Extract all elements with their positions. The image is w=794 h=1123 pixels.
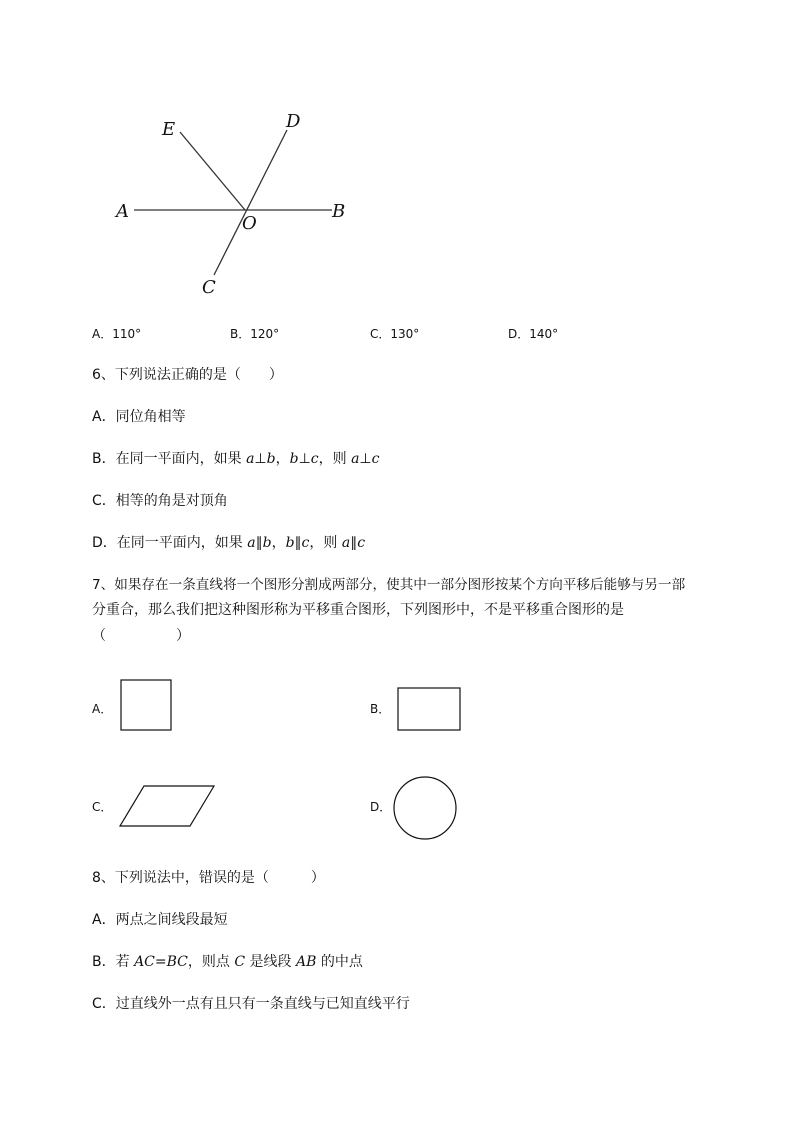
q5-option-d[interactable] [508,326,558,342]
segment-BC: BC [166,954,188,970]
q8-option-b[interactable] [92,953,363,971]
var-b: b [289,451,299,467]
then-text: ，则 [318,451,352,467]
q7-circle-shape[interactable] [392,775,458,841]
ray-OE [180,132,245,210]
q6-d-pre: D．在同一平面内，如果 [92,535,248,551]
q8-stem: 8、下列说法中，错误的是（ ） [92,870,325,886]
q5-option-a-letter: A． [92,327,113,341]
label-E: E [162,119,176,140]
point-C: C [234,954,246,970]
var-c: c [371,451,380,467]
q7-option-c-label[interactable]: C． [92,800,113,814]
var-b: b [266,451,276,467]
var-a: a [246,451,255,467]
parallel-symbol: ∥ [294,535,302,551]
q5-option-a[interactable] [92,326,141,342]
var-c: c [357,535,366,551]
comma: ， [271,535,286,551]
q5-option-d-letter: D． [508,327,530,341]
q5-option-c[interactable] [370,326,419,342]
var-c: c [310,451,319,467]
q6-option-a[interactable]: A．同位角相等 [92,409,186,425]
q8-option-c[interactable]: C．过直线外一点有且只有一条直线与已知直线平行 [92,996,410,1012]
perp-symbol: ⊥ [359,451,372,467]
q5-option-c-text: 130° [390,327,420,341]
q5-option-d-text: 140° [529,327,559,341]
var-b: b [285,535,295,551]
perp-symbol: ⊥ [298,451,311,467]
var-b: b [262,535,272,551]
q6-b-pre: B．在同一平面内，如果 [92,451,247,467]
q5-option-b-text: 120° [250,327,280,341]
parallel-symbol: ∥ [350,535,358,551]
q8-b-pre: B．若 [92,954,135,970]
segment-AB: AB [295,954,317,970]
label-A: A [116,201,129,222]
q6-option-b[interactable] [92,450,379,468]
q7-square-shape[interactable] [120,679,174,733]
q5-option-c-letter: C． [370,327,391,341]
comma: ， [275,451,290,467]
q8-b-post: 的中点 [316,954,363,970]
q5-option-b-letter: B． [230,327,251,341]
segment-AC: AC [134,954,155,970]
parallel-symbol: ∥ [255,535,263,551]
equals-sign: = [154,954,167,970]
angle-figure [110,105,360,305]
q8-b-mid2: 是线段 [245,954,296,970]
q6-option-c[interactable]: C．相等的角是对顶角 [92,493,228,509]
var-c: c [301,535,310,551]
q7-rectangle-shape[interactable] [397,687,463,733]
var-a: a [351,451,360,467]
q7-option-b-label[interactable]: B． [370,702,391,716]
q6-stem: 6、下列说法正确的是（ ） [92,367,283,383]
q7-parallelogram-shape[interactable] [118,784,216,828]
q8-b-mid: ，则点 [187,954,235,970]
q6-option-d[interactable] [92,534,365,552]
q5-option-b[interactable] [230,326,279,342]
q5-option-a-text: 110° [112,327,142,341]
var-a: a [341,535,351,551]
q7-stem-line2: 分重合，那么我们把这种图形称为平移重合图形，下列图形中，不是平移重合图形的是 [92,602,624,618]
label-C: C [202,277,216,298]
q7-stem-line3: （ ） [92,628,190,644]
q7-option-d-label[interactable]: D． [370,800,392,814]
label-O: O [242,213,257,234]
label-B: B [332,201,346,222]
q7-stem-line1: 7、如果存在一条直线将一个图形分割成两部分，使其中一部分图形按某个方向平移后能够与另一部 [92,577,686,593]
q7-option-a-label[interactable]: A． [92,702,113,716]
perp-symbol: ⊥ [254,451,267,467]
var-a: a [247,535,256,551]
label-D: D [286,111,301,132]
then-text: ，则 [309,535,342,551]
line-CD [214,130,287,275]
q8-option-a[interactable]: A．两点之间线段最短 [92,912,228,928]
